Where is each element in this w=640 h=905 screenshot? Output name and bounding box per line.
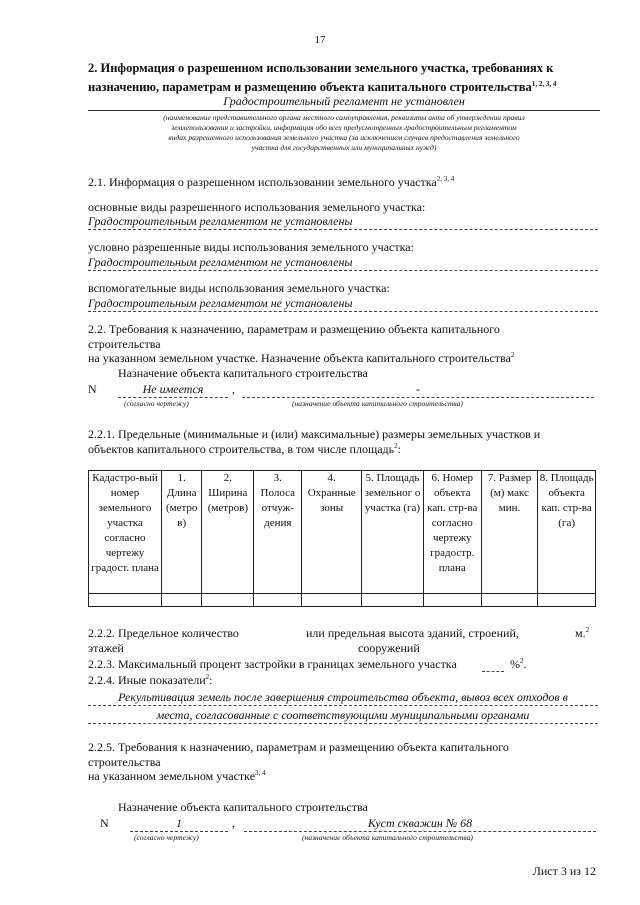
- section-2-2-4-number: 2.2.4.: [88, 673, 115, 687]
- regulation-value-text: Градостроительный регламент не установлен: [223, 94, 465, 108]
- section-2-2-5-n-label: N: [100, 816, 109, 830]
- section-2-title-line1: 2. Информация о разрешенном использовании земельного участка, требованиях к: [88, 61, 554, 75]
- table-cell: [302, 594, 362, 607]
- section-2-1-number: 2.1.: [88, 175, 106, 189]
- section-2-2-5-comma: ,: [232, 816, 235, 830]
- section-2-2-1-title-text2: объектов капитального строительства, в том числе площадь: [88, 442, 395, 456]
- section-2-2-3-number: 2.2.3.: [88, 657, 115, 671]
- auxiliary-uses-label: вспомогательные виды использования земельного участка:: [88, 281, 390, 295]
- table-cell: [89, 594, 162, 607]
- section-2-2-3-unit-text: %: [510, 657, 520, 671]
- section-2-2-5-title-line3-wrap: [88, 769, 266, 784]
- table-cell: [254, 594, 302, 607]
- section-2-2-3-end: .: [523, 657, 527, 671]
- section-2-title-sup: 1, 2, 3, 4: [531, 80, 557, 88]
- section-2-2-n-label: N: [88, 382, 97, 396]
- section-2-2-5-caption-right: (назначение объекта капитального строительства): [302, 833, 473, 842]
- sheet-counter: Лист 3 из 12: [532, 864, 596, 878]
- section-2-1-title: [88, 175, 454, 190]
- section-2-2-purpose-value: -: [242, 382, 594, 398]
- section-2-2-5-title: [88, 740, 600, 755]
- section-2-2-5-number: 2.2.5.: [88, 740, 115, 754]
- section-2-2-title-line3: на указанном земельном участке. Назначение объекта капитального строительства: [88, 351, 511, 365]
- section-2-2-3-text: Максимальный процент застройки в границах земельного участка: [118, 657, 457, 671]
- section-2-2-2-unit-sup: 2: [585, 626, 590, 634]
- note-line-4: участка для государственных или муниципальных нужд): [251, 143, 437, 152]
- section-2-2-1-number: 2.2.1.: [88, 427, 115, 441]
- section-2-2-4-title: [88, 673, 212, 688]
- section-2-2-comma: ,: [232, 382, 235, 396]
- regulation-underline: [88, 110, 600, 111]
- section-2-2-caption-right: (назначение объекта капитального строительства): [292, 399, 463, 408]
- conditional-uses-label: условно разрешенные виды использования земельного участка:: [88, 240, 414, 254]
- table-cell: [481, 594, 538, 607]
- section-2-2-5-caption-left: (согласно чертежу): [134, 833, 199, 842]
- table-header-row: [89, 471, 596, 594]
- section-2-2-2-number: 2.2.2.: [88, 626, 115, 640]
- section-2-2-4-value-line2: места, согласованные с соответствующими муниципальными органами: [88, 708, 598, 724]
- section-2-2-5-purpose-label: Назначение объекта капитального строительства: [118, 800, 368, 814]
- section-2-2-5-title-line1: Требования к назначению, параметрам и размещению объекта капитального: [118, 740, 509, 754]
- main-uses-label: основные виды разрешенного использования земельного участка:: [88, 200, 426, 214]
- table-cell: [202, 594, 254, 607]
- auxiliary-uses-value: Градостроительным регламентом не установлены: [88, 296, 598, 312]
- section-2-2-title: [88, 322, 600, 337]
- regulation-value: [88, 94, 600, 109]
- land-plot-parameters-table: [88, 470, 596, 607]
- section-2-2-title-line1: Требования к назначению, параметрам и размещению объекта капитального: [109, 322, 500, 336]
- section-2-2-purpose-label: Назначение объекта капитального строительства: [118, 366, 368, 380]
- section-2-note: [82, 113, 606, 153]
- section-2-2-5-n-value: 1: [130, 816, 228, 832]
- section-2-2-2-text4: сооружений: [358, 641, 420, 655]
- section-2-2-n-value: Не имеется: [118, 382, 228, 398]
- section-2-1-title-text: Информация о разрешенном использовании земельного участка: [109, 175, 437, 189]
- section-2-title-line2: назначению, параметрам и размещению объекта капитального строительства: [88, 80, 532, 95]
- table-cell: [423, 594, 481, 607]
- section-2-2-2-line1: [88, 626, 239, 641]
- section-2-2-5-sup: 3, 4: [255, 769, 266, 777]
- section-2-2-3-blank: [482, 657, 504, 672]
- section-2-1-sup: 2, 3, 4: [436, 175, 455, 183]
- section-2-title: [88, 60, 600, 95]
- table-col-width: 2. Ширина (метров): [202, 471, 254, 594]
- section-2-2-title-line3-wrap: [88, 351, 514, 366]
- section-2-2-4-value-line1: Рекультивация земель после завершения строительства объекта, вывоз всех отходов в: [88, 690, 598, 706]
- table-col-object-area: 8. Площадь объекта кап. стр-ва (га): [538, 471, 596, 594]
- note-line-1: (наименование представительного органа местного самоуправления, реквизиты акта об утверждении правил: [163, 113, 525, 122]
- section-2-2-title-line2: строительства: [88, 337, 161, 351]
- section-2-2-number: 2.2.: [88, 322, 106, 336]
- table-col-cadastral: Кадастро-вый номер земельного участка согласно чертежу градост. плана: [89, 471, 162, 594]
- note-line-2: землепользования и застройки, информация обо всех предусмотренных градостроительным регламентом: [171, 123, 517, 132]
- section-2-2-5-purpose-value: Куст скважин № 68: [244, 816, 596, 832]
- section-2-2-1-title-text1: Предельные (минимальные и (или) максимальные) размеры земельных участков и: [118, 427, 541, 441]
- section-2-2-1-sup: 2: [394, 442, 398, 450]
- section-2-2-sup: 2: [510, 351, 515, 359]
- section-2-2-5-title-line2: строительства: [88, 755, 161, 769]
- page-number: 17: [314, 34, 326, 46]
- section-2-2-2-text2: или предельная высота зданий, строений,: [306, 626, 519, 640]
- table-col-length: 1. Длина (метро в): [162, 471, 202, 594]
- section-2-2-4-title-text: Иные показатели: [118, 673, 206, 687]
- section-2-2-2-text3: этажей: [88, 641, 124, 655]
- table-row: [89, 594, 596, 607]
- section-2-2-3-line: [88, 657, 457, 672]
- main-uses-value: Градостроительным регламентом не установлены: [88, 214, 598, 230]
- table-col-protected-zones: 4. Охранные зоны: [302, 471, 362, 594]
- table-cell: [362, 594, 424, 607]
- table-col-object-number: 6. Номер объекта кап. стр-ва согласно чертежу градостр. плана: [423, 471, 481, 594]
- conditional-uses-value: Градостроительным регламентом не установлены: [88, 255, 598, 271]
- section-2-2-caption-left: (согласно чертежу): [124, 399, 189, 408]
- table-col-plot-area: 5. Площадь земельног о участка (га): [362, 471, 424, 594]
- table-col-size: 7. Размер (м) макс мин.: [481, 471, 538, 594]
- table-cell: [538, 594, 596, 607]
- section-2-2-2-unit: [575, 626, 589, 641]
- section-2-2-5-title-line3: на указанном земельном участке: [88, 769, 256, 783]
- section-2-2-2-unit-text: м.: [575, 626, 586, 640]
- section-2-2-3-unit-sup: 2: [520, 657, 524, 665]
- table-cell: [162, 594, 202, 607]
- table-col-exclusion-strip: 3. Полоса отчуж-дения: [254, 471, 302, 594]
- section-2-2-1-title-line1: [88, 427, 540, 442]
- note-line-3: видах разрешенного использования земельного участка (за исключением случаев предоставления земельного: [168, 133, 520, 142]
- section-2-2-4-sup: 2: [205, 673, 210, 681]
- section-2-2-2-text1: Предельное количество: [118, 626, 239, 640]
- section-2-2-4-colon: :: [209, 673, 213, 687]
- section-2-2-3-unit: [510, 657, 527, 672]
- section-2-2-1-title-line2: [88, 442, 401, 457]
- section-2-2-1-colon: :: [397, 442, 401, 456]
